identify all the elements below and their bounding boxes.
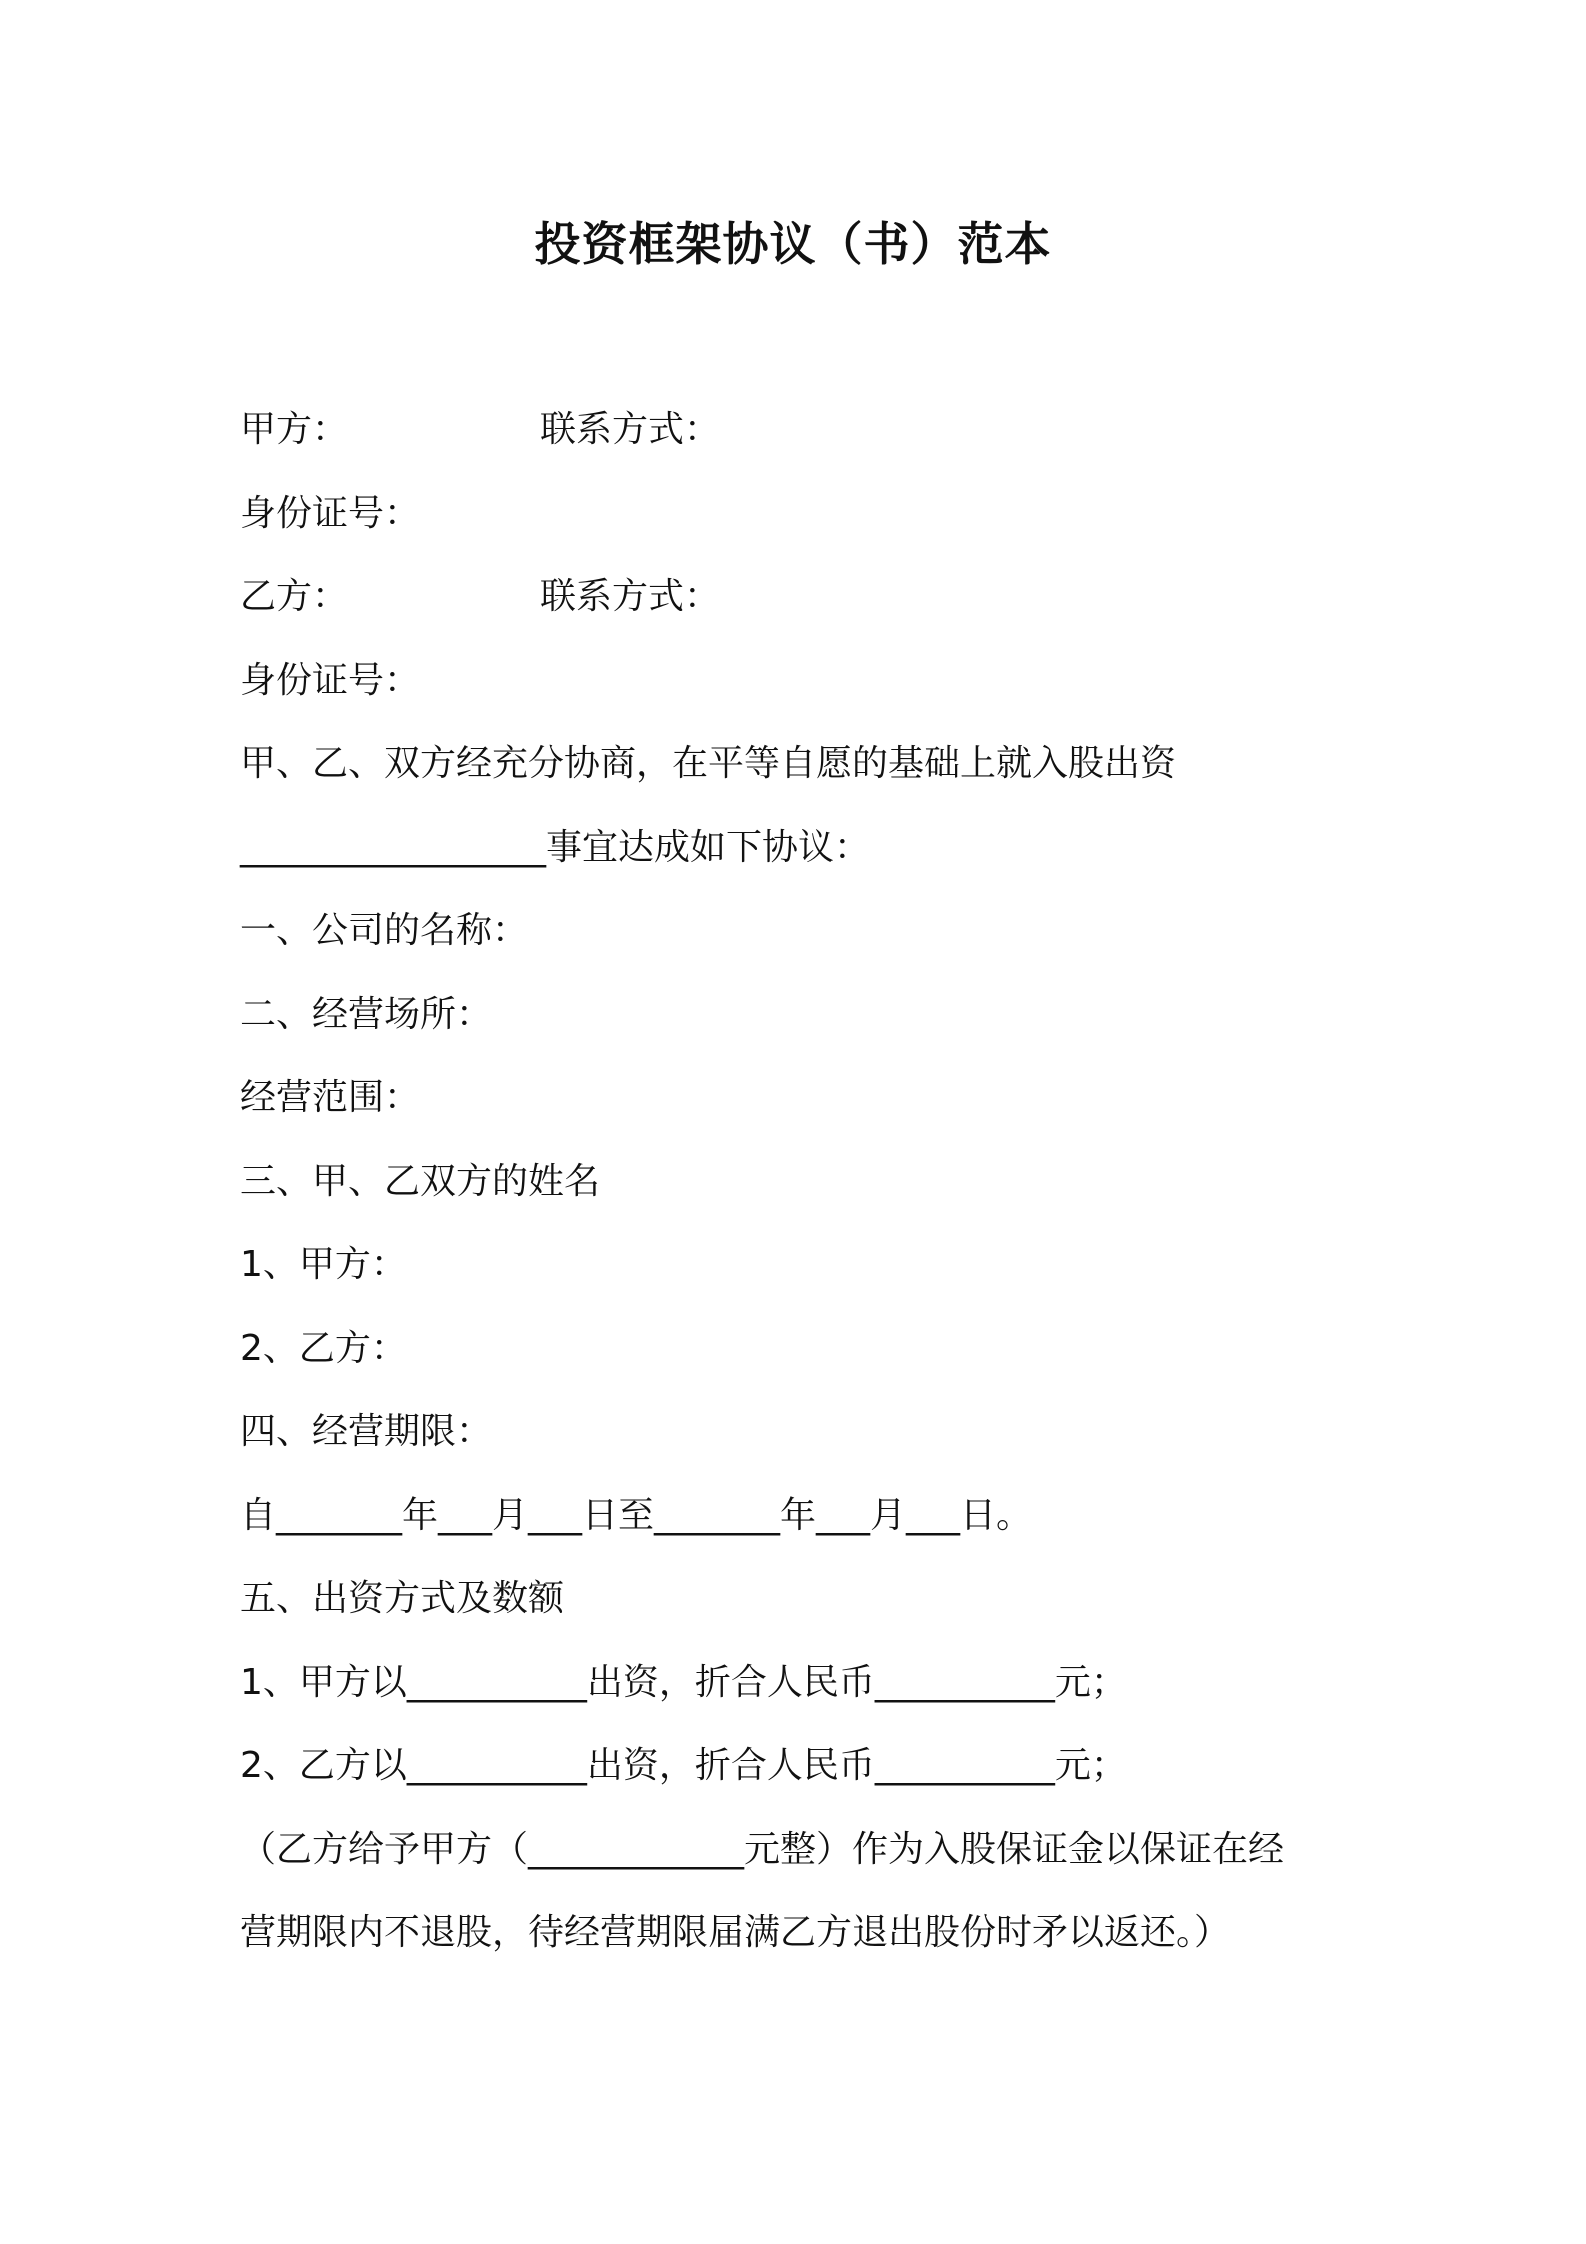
party-a-label: 甲方： [240,409,349,450]
section-deposit-line-2: 营期限内不退股，待经营期限届满乙方退出股份时矛以返还。） [240,1912,1231,1953]
section-capital-heading: 五、出资方式及数额 [240,1578,565,1619]
section-deposit-line-1: （乙方给予甲方（____________元整）作为入股保证金以保证在经 [240,1828,1285,1870]
party-b-row [240,567,1380,651]
party-b-label: 乙方： [240,576,349,617]
section-name-a: 1、甲方： [240,1244,407,1285]
document-title: 投资框架协议（书）范本 [534,217,1052,271]
section-name-b: 2、乙方： [240,1327,407,1369]
section-term-line: 自_______年___月___日至_______年___月___日。 [240,1494,1032,1536]
section-names-heading: 三、甲、乙双方的姓名 [240,1160,601,1202]
party-a-id-label: 身份证号： [240,492,421,534]
party-a-row [240,400,1380,484]
intro-line-1: 甲、乙、双方经充分协商，在平等自愿的基础上就入股出资 [240,743,1177,784]
section-business-place: 二、经营场所： [240,993,493,1035]
party-b-contact-label: 联系方式： [540,576,721,617]
section-capital-a: 1、甲方以__________出资，折合人民币__________元； [240,1661,1127,1703]
party-a-contact-label: 联系方式： [540,409,721,450]
section-business-scope: 经营范围： [240,1077,421,1118]
section-term-heading: 四、经营期限： [240,1411,493,1452]
section-company-name: 一、公司的名称： [240,910,529,951]
section-capital-b: 2、乙方以__________出资，折合人民币__________元； [240,1745,1127,1786]
document-body [240,400,1380,1987]
party-b-id-label: 身份证号： [240,659,421,701]
intro-line-2: _________________事宜达成如下协议： [240,826,871,868]
